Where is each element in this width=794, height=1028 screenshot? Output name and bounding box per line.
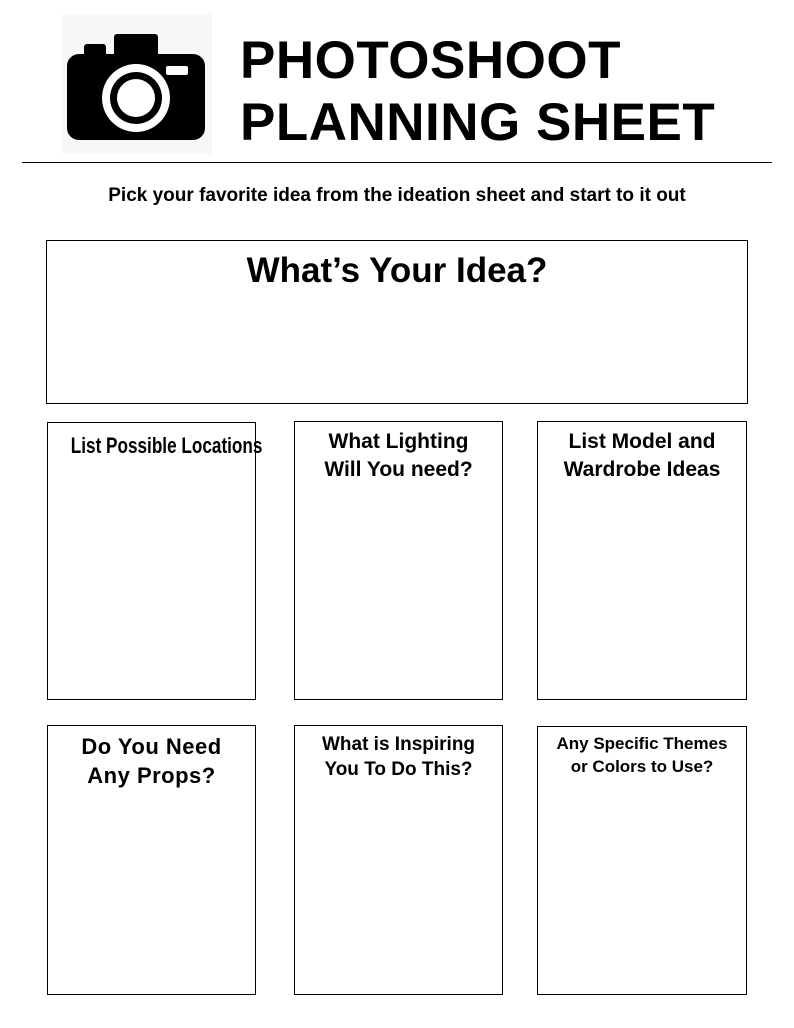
model-wardrobe-label-line-1: List Model and [568,430,716,453]
themes-colors-box[interactable] [537,726,747,995]
model-wardrobe-label [538,422,746,484]
inspiration-label-line-2: You To Do This? [324,759,473,780]
instruction-text: Pick your favorite idea from the ideation sheet and start to it out [108,185,686,206]
themes-colors-label [538,727,746,778]
inspiration-box[interactable] [294,725,503,995]
props-label [48,726,255,790]
themes-colors-label-line-1: Any Specific Themes [556,734,728,753]
idea-box-label: What’s Your Idea? [246,251,548,290]
themes-colors-label-line-2: or Colors to Use? [570,757,714,776]
props-box[interactable] [47,725,256,995]
locations-box[interactable] [47,422,263,700]
inspiration-label [295,726,502,782]
title-line-2: PLANNING SHEET [240,93,716,152]
model-wardrobe-label-line-2: Wardrobe Ideas [563,458,721,481]
props-label-line-2: Any Props? [87,763,216,788]
model-wardrobe-box[interactable] [537,421,747,700]
lighting-label-line-1: What Lighting [328,430,469,453]
inspiration-label-line-1: What is Inspiring [321,734,476,755]
lighting-box[interactable] [294,421,503,700]
lighting-label [295,422,502,484]
idea-box[interactable] [46,240,748,404]
header-divider [22,162,772,163]
camera-icon [62,14,212,154]
title-line-1: PHOTOSHOOT [240,31,621,90]
locations-label: List Possible Locations [70,433,263,458]
lighting-label-line-2: Will You need? [324,458,473,481]
props-label-line-1: Do You Need [81,734,222,759]
page-title [240,30,715,154]
